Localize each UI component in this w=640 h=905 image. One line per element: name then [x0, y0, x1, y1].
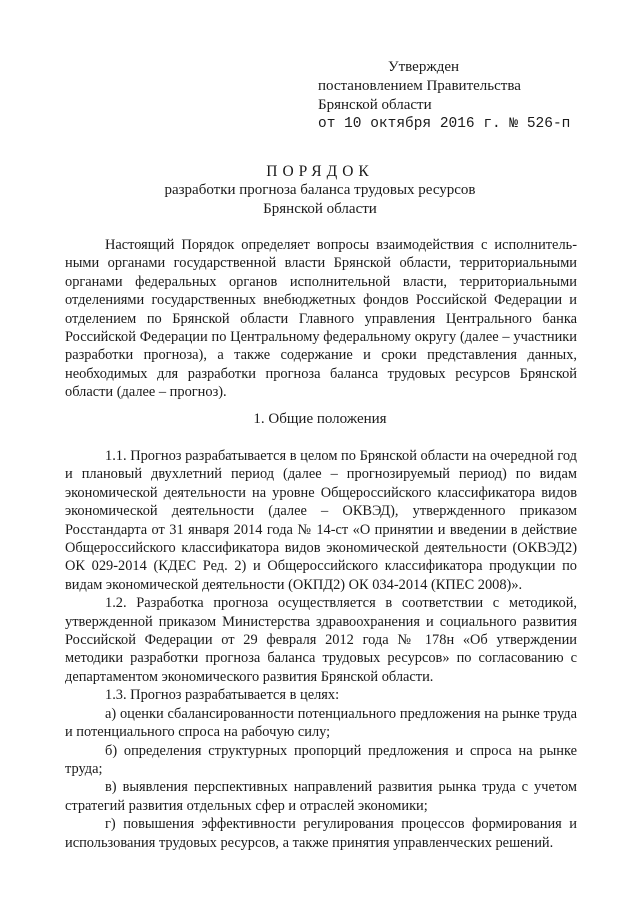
approval-line-approved: Утвержден	[388, 59, 460, 75]
approval-stamp	[318, 58, 570, 134]
approval-line-date-number: от 10 октября 2016 г. № 526-п	[318, 116, 571, 132]
title-subtitle-1: разработки прогноза баланса трудовых ресурсов	[164, 182, 476, 198]
document-title	[60, 162, 580, 219]
paragraph-1-3-a: а) оценки сбалансированности потенциального предложения на рынке труда и потенциального спроса на рабочую силу;	[65, 705, 577, 741]
paragraph-1-3-b: б) определения структурных пропорций предложения и спроса на рынке труда;	[65, 742, 577, 777]
approval-line-resolution: постановлением Правительства	[318, 78, 521, 94]
paragraph-1-3-c: в) выявления перспективных направлений развития рынка труда с учетом стратегий развития отдельных сфер и отраслей экономики;	[65, 779, 577, 814]
paragraph-1-3-d: г) повышения эффективности регулирования процессов формирования и использования трудовых ресурсов, а также принятия управленческих решений.	[65, 816, 577, 851]
paragraph-1-3: 1.3. Прогноз разрабатывается в целях:	[105, 687, 340, 704]
title-subtitle-2: Брянской области	[263, 201, 377, 217]
intro-section	[65, 236, 577, 402]
paragraph-1-2: 1.2. Разработка прогноза осуществляется в соответствии с методикой, утвержденной приказом Министерства здравоохранения и социального развития Российской Федерации от 29 февраля 2012 года № 178н «Об утверждении методики разработки прогноза баланса трудовых ресурсов» по согласованию с департаментом экономического развития Брянской области.	[65, 595, 577, 685]
paragraph-1-1: 1.1. Прогноз разрабатывается в целом по Брянской области на очередной год и плановый двухлетний период (далее – прогнозируемый период) по видам экономической деятельности на уровне Общероссийского классификатора видов экономической деятельности (далее – ОКВЭД), утвержденного приказом Росстандарта от 31 января 2014 года № 14-ст «О принятии и введении в действие Общероссийского классификатора видов экономической деятельности (ОКВЭД2) ОК 029-2014 (КДЕС Ред. 2) и Общероссийского классификатора продукции по видам экономической деятельности (ОКПД2) ОК 034-2014 (КПЕС 2008)».	[65, 448, 577, 593]
section-body	[65, 447, 577, 852]
intro-paragraph: Настоящий Порядок определяет вопросы взаимодействия с исполнительными органами государственной власти Брянской области, территориальными органами федеральных органов исполнительной власти, территориальными отделениями государственных внебюджетных фондов Российской Федерации и отделением по Брянской области Главного управления Центрального банка Российской Федерации по Центральному федеральному округу (далее – участники разработки прогноза), а также содержание и сроки представления данных, необходимых для разработки прогноза баланса трудовых ресурсов Брянской области (далее – прогноз).	[65, 237, 577, 401]
title-main: ПОРЯДОК	[266, 163, 374, 180]
section-heading: 1. Общие положения	[253, 411, 387, 427]
approval-line-region: Брянской области	[318, 97, 432, 113]
